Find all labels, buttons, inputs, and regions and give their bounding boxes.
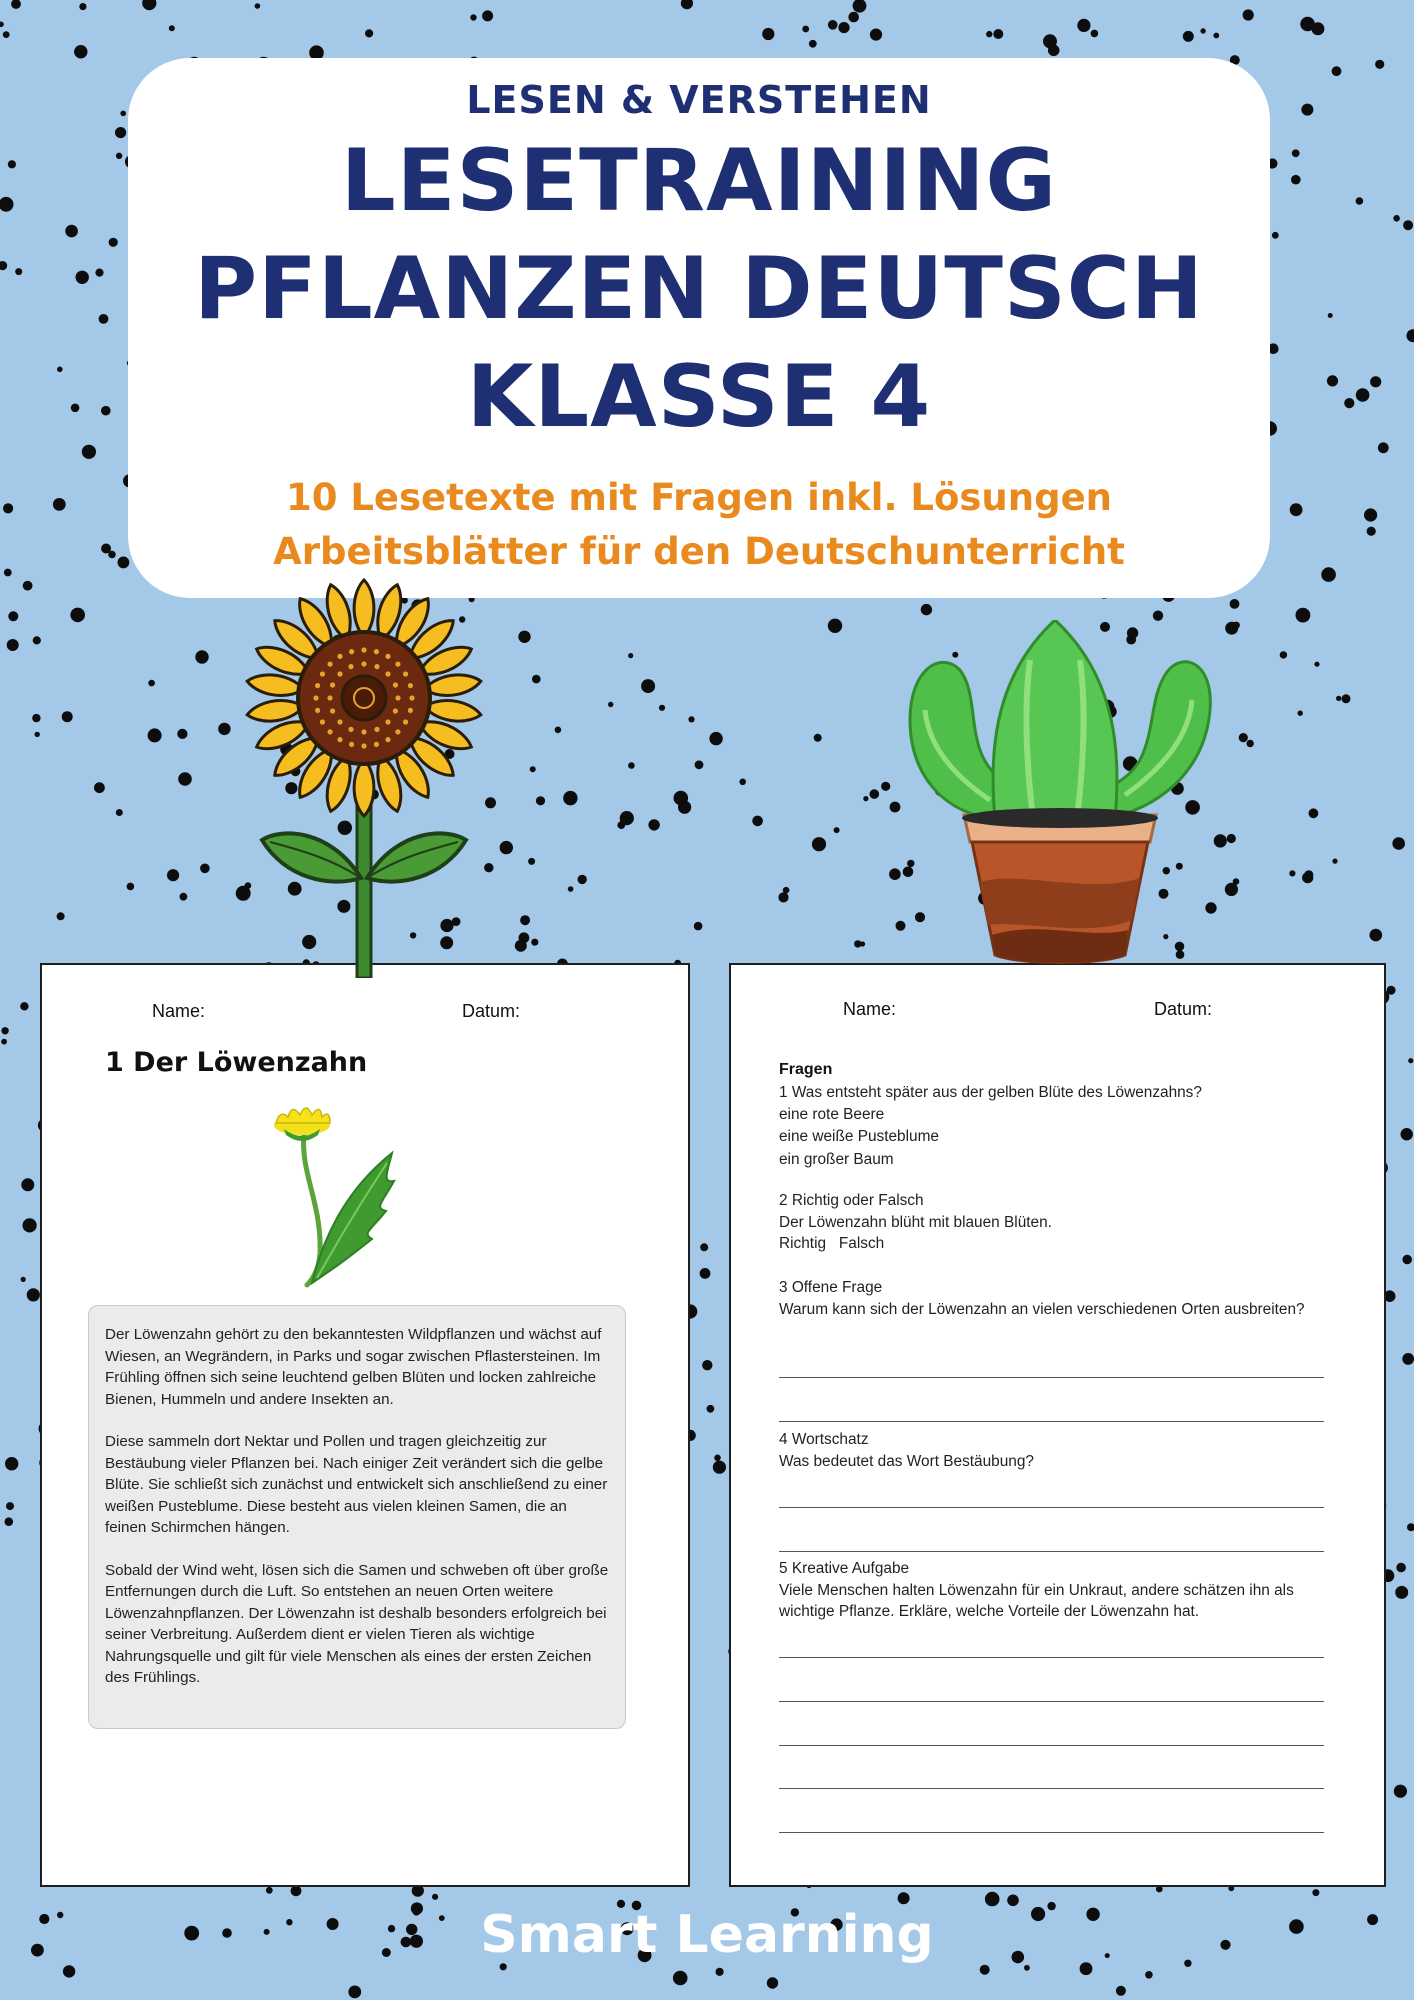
name-label: Name: — [843, 999, 897, 1019]
answer-line[interactable] — [779, 1377, 1324, 1378]
option-1c[interactable] — [779, 1149, 1339, 1172]
question-1 — [779, 1082, 1339, 1171]
kicker-text: LESEN & VERSTEHEN — [466, 78, 932, 122]
answer-line[interactable] — [779, 1701, 1324, 1702]
worksheet-title: 1 Der Löwenzahn — [105, 1047, 368, 1078]
question-2 — [779, 1190, 1339, 1256]
option-1a[interactable] — [779, 1104, 1339, 1127]
answer-line[interactable] — [779, 1788, 1324, 1789]
question-1-text: 1 Was entsteht später aus der gelben Blüte des Löwenzahns? — [779, 1084, 1202, 1101]
subtitle-line-1: 10 Lesetexte mit Fragen inkl. Lösungen — [285, 476, 1113, 519]
question-2-title: 2 Richtig oder Falsch — [779, 1192, 924, 1209]
option-label: ein großer Baum — [779, 1150, 894, 1168]
dandelion-illustration — [262, 1093, 462, 1293]
question-4-title: 4 Wortschatz — [779, 1431, 869, 1448]
option-1b[interactable] — [779, 1126, 1339, 1149]
answer-line[interactable] — [779, 1745, 1324, 1746]
option-label: eine rote Beere — [779, 1105, 885, 1123]
reading-text-worksheet — [40, 963, 690, 1887]
reading-paragraph-1: Der Löwenzahn gehört zu den bekanntesten Wildpflanzen und wächst auf Wiesen, an Wegrändern, in Parks und sogar zwischen Pflastersteinen. Im Frühling öffnen sich seine leuchtend gelben Blüten und locken zahlreiche Bienen, Hummeln und andere Insekten an. — [105, 1326, 602, 1408]
sunflower-illustration — [230, 578, 500, 978]
date-label: Datum: — [462, 1001, 521, 1021]
reading-paragraph-2: Diese sammeln dort Nektar und Pollen und tragen gleichzeitig zur Bestäubung vieler Pflanzen bei. Nach einiger Zeit verändert sich die gelbe Blüte. Sie schließt sich zunächst und entwickelt sich anschließend zu einer weißen Pusteblume. Diese besteht aus vielen kleinen Samen, die an feinen Schirmchen hängen. — [105, 1433, 608, 1536]
date-label: Datum: — [1154, 999, 1213, 1019]
questions-heading: Fragen — [779, 1061, 833, 1078]
answer-line[interactable] — [779, 1657, 1324, 1658]
answer-line[interactable] — [779, 1421, 1324, 1422]
question-3-text: Warum kann sich der Löwenzahn an vielen verschiedenen Orten ausbreiten? — [779, 1300, 1305, 1318]
option-falsch: Falsch — [838, 1235, 885, 1252]
reading-text-box — [88, 1305, 626, 1729]
answer-line[interactable] — [779, 1832, 1324, 1833]
option-richtig: Richtig — [779, 1235, 827, 1252]
title-line-3: KLASSE 4 — [466, 347, 932, 447]
name-label: Name: — [152, 1001, 206, 1021]
questions-worksheet — [729, 963, 1386, 1887]
question-5 — [779, 1558, 1339, 1623]
cactus-illustration — [900, 620, 1220, 970]
true-false-options — [779, 1233, 1339, 1256]
question-4-text: Was bedeutet das Wort Bestäubung? — [779, 1452, 1034, 1470]
answer-line[interactable] — [779, 1507, 1324, 1508]
brand-logo-text: Smart Learning — [480, 1905, 934, 1965]
reading-paragraph-3: Sobald der Wind weht, lösen sich die Samen und schweben oft über große Entfernungen durch die Luft. So entstehen an neuen Orten weitere Löwenzahnpflanzen. Der Löwenzahn ist deshalb besonders erfolgreich bei seiner Verbreitung. Außerdem dient er vielen Tieren als wichtige Nahrungsquelle und gilt für viele Menschen als eines der ersten Zeichen des Frühlings. — [105, 1561, 609, 1686]
option-label: eine weiße Pusteblume — [779, 1128, 939, 1145]
question-2-statement: Der Löwenzahn blüht mit blauen Blüten. — [779, 1213, 1052, 1231]
title-line-1: LESETRAINING — [340, 131, 1058, 231]
answer-line[interactable] — [779, 1551, 1324, 1552]
question-5-text: Viele Menschen halten Löwenzahn für ein Unkraut, andere schätzen ihn als wichtige Pflanze. Erkläre, welche Vorteile der Löwenzahn hat. — [779, 1581, 1294, 1620]
question-3 — [779, 1277, 1339, 1320]
question-3-title: 3 Offene Frage — [779, 1279, 883, 1296]
question-4 — [779, 1429, 1339, 1472]
title-line-2: PFLANZEN DEUTSCH — [194, 239, 1204, 339]
title-card — [128, 58, 1270, 598]
question-5-title: 5 Kreative Aufgabe — [779, 1560, 910, 1577]
subtitle-line-2: Arbeitsblätter für den Deutschunterricht — [273, 530, 1125, 573]
